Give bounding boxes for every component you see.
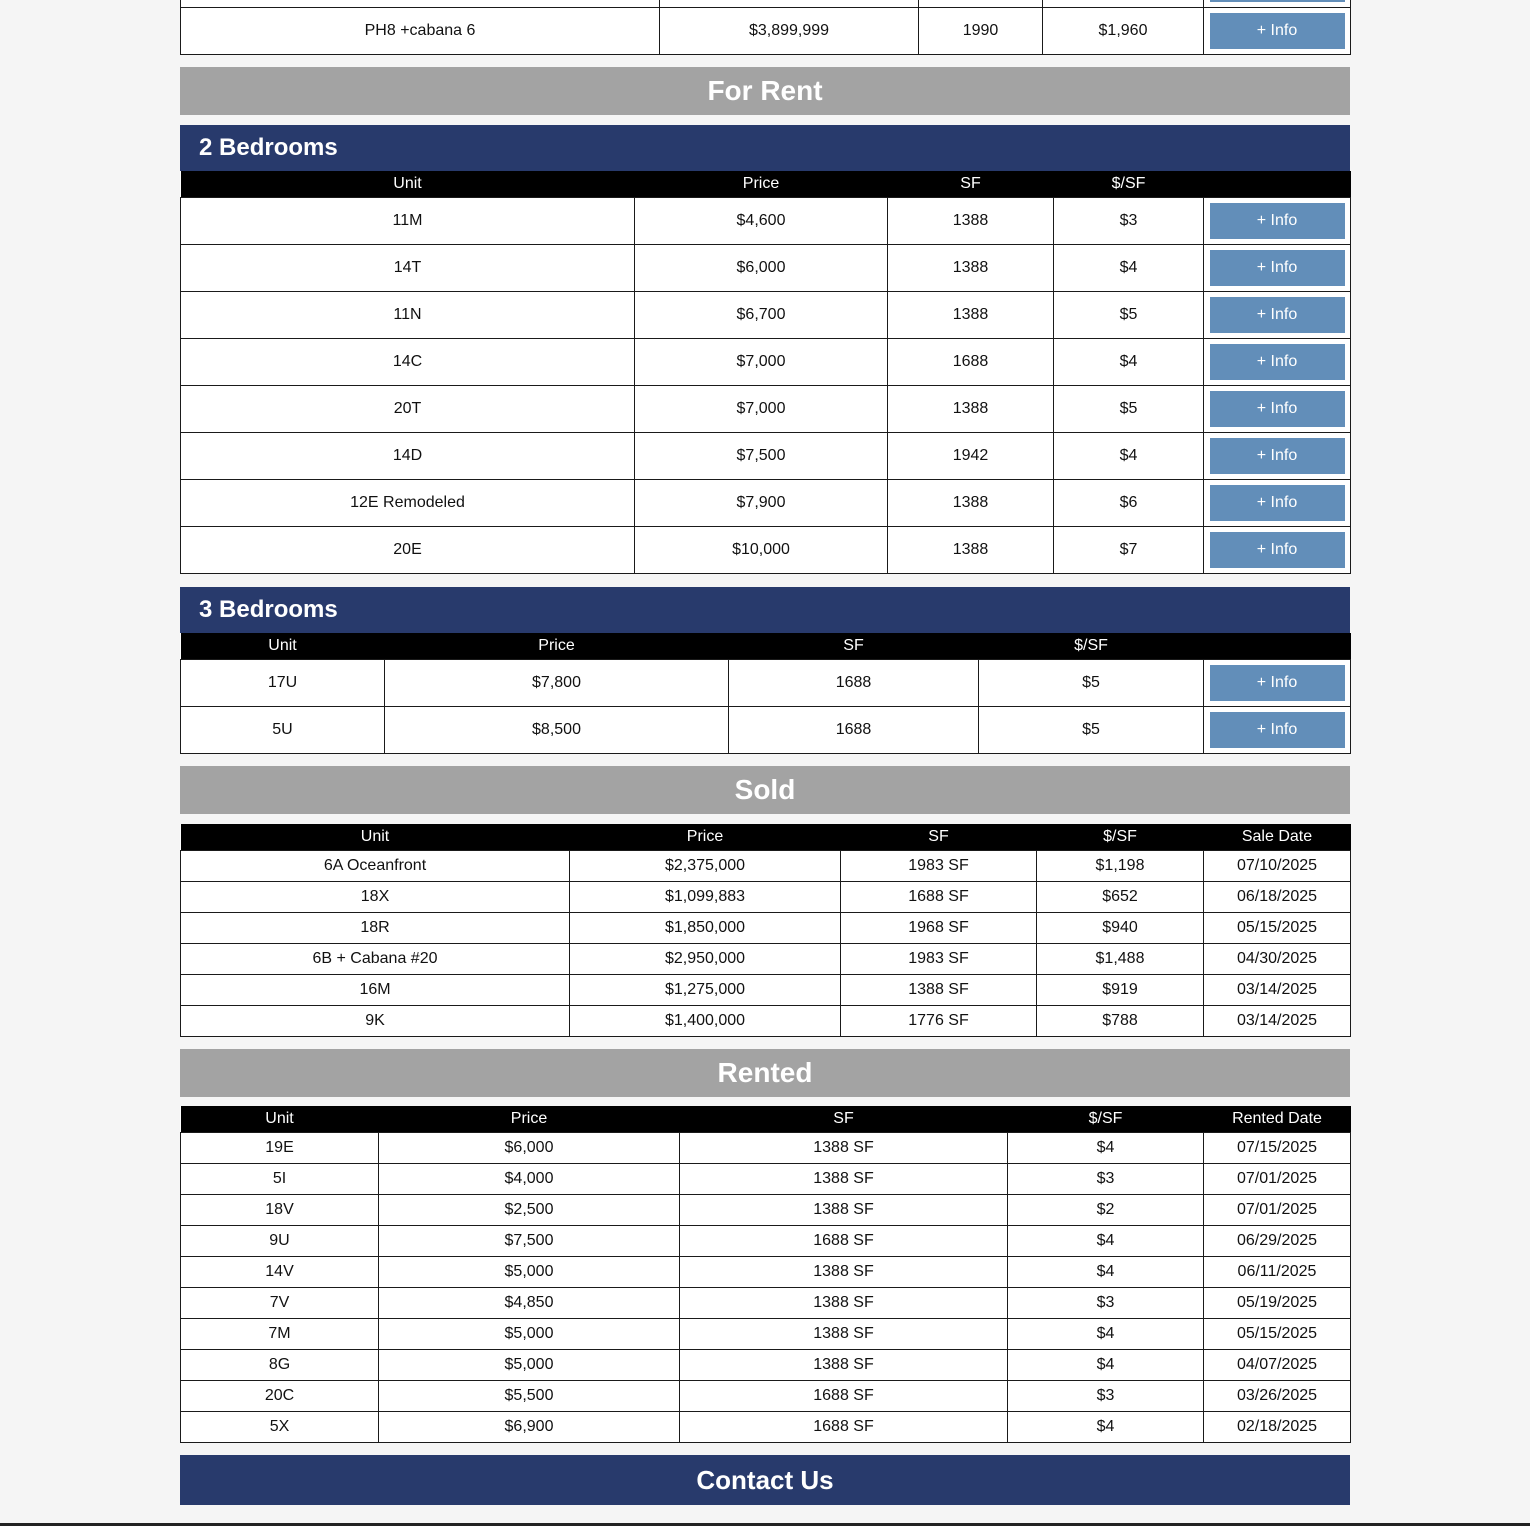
table-row xyxy=(181,291,1351,338)
table-row xyxy=(181,974,1351,1005)
psf-cell: $4 xyxy=(1008,1411,1204,1442)
sf-cell: 1388 SF xyxy=(680,1194,1008,1225)
sf-cell: 1388 SF xyxy=(841,974,1037,1005)
price-cell: $5,000 xyxy=(379,1349,680,1380)
date-cell: 05/15/2025 xyxy=(1204,912,1351,943)
sf-cell: 1388 SF xyxy=(680,1318,1008,1349)
price-cell: $4,850 xyxy=(379,1287,680,1318)
column-header: Unit xyxy=(181,824,570,850)
price-cell: $1,275,000 xyxy=(570,974,841,1005)
date-cell: 06/18/2025 xyxy=(1204,881,1351,912)
psf-cell: $5 xyxy=(1054,291,1204,338)
rented-table xyxy=(180,1106,1351,1443)
info-button[interactable]: + Info xyxy=(1210,344,1345,380)
column-header: SF xyxy=(888,171,1054,197)
sf-cell: 1688 SF xyxy=(841,881,1037,912)
psf-cell: $4 xyxy=(1054,432,1204,479)
unit-cell: 20E xyxy=(181,526,635,573)
info-cell xyxy=(1204,526,1351,573)
unit-cell: 19E xyxy=(181,1132,379,1163)
info-button[interactable]: + Info xyxy=(1210,532,1345,568)
psf-cell: $652 xyxy=(1037,881,1204,912)
column-header: Price xyxy=(385,633,729,659)
info-cell xyxy=(1204,0,1351,8)
price-cell: $1,400,000 xyxy=(570,1005,841,1036)
price-cell: $6,000 xyxy=(635,244,888,291)
column-header: Unit xyxy=(181,1106,379,1132)
date-cell: 06/29/2025 xyxy=(1204,1225,1351,1256)
table-row xyxy=(181,1132,1351,1163)
price-cell: $7,000 xyxy=(635,385,888,432)
info-cell xyxy=(1204,659,1351,706)
psf-cell: $4 xyxy=(1008,1132,1204,1163)
unit-cell: 8G xyxy=(181,1349,379,1380)
date-cell: 02/18/2025 xyxy=(1204,1411,1351,1442)
sf-cell: 1990 xyxy=(919,8,1043,55)
column-header: SF xyxy=(729,633,979,659)
unit-cell: 6A Oceanfront xyxy=(181,850,570,881)
unit-cell: 14V xyxy=(181,1256,379,1287)
sold-heading: Sold xyxy=(180,766,1350,814)
sf-cell: 1983 SF xyxy=(841,850,1037,881)
unit-cell: 20C xyxy=(181,1380,379,1411)
sold-section xyxy=(180,824,1351,1037)
info-cell xyxy=(1204,197,1351,244)
psf-cell: $940 xyxy=(1037,912,1204,943)
table-row xyxy=(181,850,1351,881)
psf-cell: $4 xyxy=(1008,1256,1204,1287)
column-header: $/SF xyxy=(1037,824,1204,850)
price-cell: $2,375,000 xyxy=(570,850,841,881)
sf-cell: 1388 xyxy=(888,479,1054,526)
info-cell xyxy=(1204,244,1351,291)
info-button[interactable]: + Info xyxy=(1210,391,1345,427)
column-header: Price xyxy=(570,824,841,850)
price-cell: $4,600 xyxy=(635,197,888,244)
price-cell: $7,900 xyxy=(635,479,888,526)
unit-cell: 18R xyxy=(181,912,570,943)
price-cell: $7,800 xyxy=(385,659,729,706)
column-header: Sale Date xyxy=(1204,824,1351,850)
date-cell: 07/01/2025 xyxy=(1204,1194,1351,1225)
unit-cell: 11N xyxy=(181,291,635,338)
sf-cell xyxy=(919,0,1043,8)
unit-cell: 18V xyxy=(181,1194,379,1225)
unit-cell: 14T xyxy=(181,244,635,291)
column-header xyxy=(1204,171,1351,197)
table-row xyxy=(181,0,1351,8)
rented-section xyxy=(180,1106,1351,1443)
two-bedrooms-table xyxy=(180,171,1351,574)
sf-cell: 1688 xyxy=(888,338,1054,385)
unit-cell: 14C xyxy=(181,338,635,385)
date-cell: 04/07/2025 xyxy=(1204,1349,1351,1380)
column-header: SF xyxy=(680,1106,1008,1132)
psf-cell: $919 xyxy=(1037,974,1204,1005)
table-row xyxy=(181,1194,1351,1225)
price-cell: $2,950,000 xyxy=(570,943,841,974)
table-row xyxy=(181,943,1351,974)
psf-cell: $1,198 xyxy=(1037,850,1204,881)
table-row xyxy=(181,432,1351,479)
column-header: $/SF xyxy=(979,633,1204,659)
table-header-row xyxy=(181,1106,1351,1132)
unit-cell: 5U xyxy=(181,706,385,753)
psf-cell: $5 xyxy=(979,659,1204,706)
unit-cell: 11M xyxy=(181,197,635,244)
psf-cell: $4 xyxy=(1008,1225,1204,1256)
three-bedrooms-section xyxy=(180,587,1351,754)
info-button[interactable]: + Info xyxy=(1210,665,1345,701)
table-row xyxy=(181,1380,1351,1411)
sf-cell: 1388 xyxy=(888,385,1054,432)
table-row xyxy=(181,1256,1351,1287)
price-cell: $5,000 xyxy=(379,1318,680,1349)
psf-cell: $4 xyxy=(1054,244,1204,291)
psf-cell: $7 xyxy=(1054,526,1204,573)
sf-cell: 1968 SF xyxy=(841,912,1037,943)
unit-cell: 12E Remodeled xyxy=(181,479,635,526)
two-bedrooms-section xyxy=(180,125,1351,574)
info-button[interactable] xyxy=(1210,0,1345,2)
unit-cell: 7M xyxy=(181,1318,379,1349)
unit-cell: 18X xyxy=(181,881,570,912)
date-cell: 05/19/2025 xyxy=(1204,1287,1351,1318)
sf-cell: 1388 SF xyxy=(680,1287,1008,1318)
price-cell: $1,850,000 xyxy=(570,912,841,943)
unit-cell: 6B + Cabana #20 xyxy=(181,943,570,974)
date-cell: 07/10/2025 xyxy=(1204,850,1351,881)
table-row xyxy=(181,8,1351,55)
info-cell xyxy=(1204,385,1351,432)
info-button[interactable]: + Info xyxy=(1210,250,1345,286)
price-cell: $5,500 xyxy=(379,1380,680,1411)
psf-cell: $3 xyxy=(1008,1287,1204,1318)
info-button[interactable]: + Info xyxy=(1210,438,1345,474)
unit-cell xyxy=(181,0,660,8)
sf-cell: 1688 xyxy=(729,659,979,706)
date-cell: 04/30/2025 xyxy=(1204,943,1351,974)
column-header: Unit xyxy=(181,633,385,659)
price-cell: $7,500 xyxy=(635,432,888,479)
sf-cell: 1388 xyxy=(888,197,1054,244)
table-row xyxy=(181,1287,1351,1318)
price-cell: $6,000 xyxy=(379,1132,680,1163)
date-cell: 07/01/2025 xyxy=(1204,1163,1351,1194)
sf-cell: 1388 xyxy=(888,291,1054,338)
three-bedrooms-heading: 3 Bedrooms xyxy=(180,587,1350,633)
info-cell xyxy=(1204,706,1351,753)
price-cell: $4,000 xyxy=(379,1163,680,1194)
price-cell: $6,700 xyxy=(635,291,888,338)
table-row xyxy=(181,1005,1351,1036)
unit-cell: 5I xyxy=(181,1163,379,1194)
info-button[interactable]: + Info xyxy=(1210,297,1345,333)
column-header: Price xyxy=(635,171,888,197)
table-row xyxy=(181,1163,1351,1194)
unit-cell: 9U xyxy=(181,1225,379,1256)
sf-cell: 1388 SF xyxy=(680,1256,1008,1287)
psf-cell: $2 xyxy=(1008,1194,1204,1225)
price-cell: $6,900 xyxy=(379,1411,680,1442)
column-header: Rented Date xyxy=(1204,1106,1351,1132)
table-row xyxy=(181,197,1351,244)
info-cell xyxy=(1204,432,1351,479)
table-row xyxy=(181,338,1351,385)
rented-heading: Rented xyxy=(180,1049,1350,1097)
price-cell: $5,000 xyxy=(379,1256,680,1287)
price-cell: $7,500 xyxy=(379,1225,680,1256)
psf-cell xyxy=(1043,0,1204,8)
psf-cell: $6 xyxy=(1054,479,1204,526)
table-row xyxy=(181,1225,1351,1256)
date-cell: 05/15/2025 xyxy=(1204,1318,1351,1349)
unit-cell: 17U xyxy=(181,659,385,706)
table-header-row xyxy=(181,633,1351,659)
table-header-row xyxy=(181,171,1351,197)
table-row xyxy=(181,1411,1351,1442)
sf-cell: 1776 SF xyxy=(841,1005,1037,1036)
table-row xyxy=(181,912,1351,943)
sf-cell: 1388 SF xyxy=(680,1132,1008,1163)
unit-cell: PH8 +cabana 6 xyxy=(181,8,660,55)
table-row xyxy=(181,659,1351,706)
sf-cell: 1388 SF xyxy=(680,1349,1008,1380)
price-cell xyxy=(660,0,919,8)
table-row xyxy=(181,385,1351,432)
info-button[interactable]: + Info xyxy=(1210,203,1345,239)
info-cell xyxy=(1204,8,1351,55)
psf-cell: $4 xyxy=(1008,1318,1204,1349)
table-header-row xyxy=(181,824,1351,850)
psf-cell: $3 xyxy=(1008,1163,1204,1194)
info-cell xyxy=(1204,338,1351,385)
price-cell: $1,099,883 xyxy=(570,881,841,912)
info-cell xyxy=(1204,479,1351,526)
unit-cell: 20T xyxy=(181,385,635,432)
sf-cell: 1688 SF xyxy=(680,1411,1008,1442)
sf-cell: 1388 SF xyxy=(680,1163,1008,1194)
sf-cell: 1688 SF xyxy=(680,1225,1008,1256)
info-button[interactable]: + Info xyxy=(1210,13,1345,49)
info-button[interactable]: + Info xyxy=(1210,485,1345,521)
table-row xyxy=(181,881,1351,912)
unit-cell: 16M xyxy=(181,974,570,1005)
psf-cell: $1,960 xyxy=(1043,8,1204,55)
sf-cell: 1983 SF xyxy=(841,943,1037,974)
table-row xyxy=(181,1349,1351,1380)
unit-cell: 9K xyxy=(181,1005,570,1036)
table-row xyxy=(181,526,1351,573)
table-row xyxy=(181,479,1351,526)
date-cell: 03/26/2025 xyxy=(1204,1380,1351,1411)
date-cell: 03/14/2025 xyxy=(1204,974,1351,1005)
for-rent-heading: For Rent xyxy=(180,67,1350,115)
unit-cell: 7V xyxy=(181,1287,379,1318)
sf-cell: 1388 xyxy=(888,526,1054,573)
price-cell: $3,899,999 xyxy=(660,8,919,55)
price-cell: $8,500 xyxy=(385,706,729,753)
table-row xyxy=(181,1318,1351,1349)
listing-table-top xyxy=(180,0,1351,55)
column-header xyxy=(1204,633,1351,659)
price-cell: $10,000 xyxy=(635,526,888,573)
unit-cell: 14D xyxy=(181,432,635,479)
three-bedrooms-table xyxy=(180,633,1351,754)
table-row xyxy=(181,244,1351,291)
psf-cell: $5 xyxy=(979,706,1204,753)
date-cell: 06/11/2025 xyxy=(1204,1256,1351,1287)
contact-us-heading[interactable]: Contact Us xyxy=(180,1455,1350,1505)
psf-cell: $5 xyxy=(1054,385,1204,432)
sf-cell: 1688 SF xyxy=(680,1380,1008,1411)
psf-cell: $788 xyxy=(1037,1005,1204,1036)
column-header: Price xyxy=(379,1106,680,1132)
sf-cell: 1388 xyxy=(888,244,1054,291)
sold-table xyxy=(180,824,1351,1037)
sf-cell: 1942 xyxy=(888,432,1054,479)
date-cell: 03/14/2025 xyxy=(1204,1005,1351,1036)
psf-cell: $3 xyxy=(1054,197,1204,244)
psf-cell: $3 xyxy=(1008,1380,1204,1411)
table-row xyxy=(181,706,1351,753)
column-header: $/SF xyxy=(1008,1106,1204,1132)
column-header: Unit xyxy=(181,171,635,197)
date-cell: 07/15/2025 xyxy=(1204,1132,1351,1163)
price-cell: $7,000 xyxy=(635,338,888,385)
psf-cell: $4 xyxy=(1008,1349,1204,1380)
psf-cell: $4 xyxy=(1054,338,1204,385)
info-button[interactable]: + Info xyxy=(1210,712,1345,748)
sf-cell: 1688 xyxy=(729,706,979,753)
column-header: SF xyxy=(841,824,1037,850)
unit-cell: 5X xyxy=(181,1411,379,1442)
column-header: $/SF xyxy=(1054,171,1204,197)
info-cell xyxy=(1204,291,1351,338)
two-bedrooms-heading: 2 Bedrooms xyxy=(180,125,1350,171)
psf-cell: $1,488 xyxy=(1037,943,1204,974)
price-cell: $2,500 xyxy=(379,1194,680,1225)
